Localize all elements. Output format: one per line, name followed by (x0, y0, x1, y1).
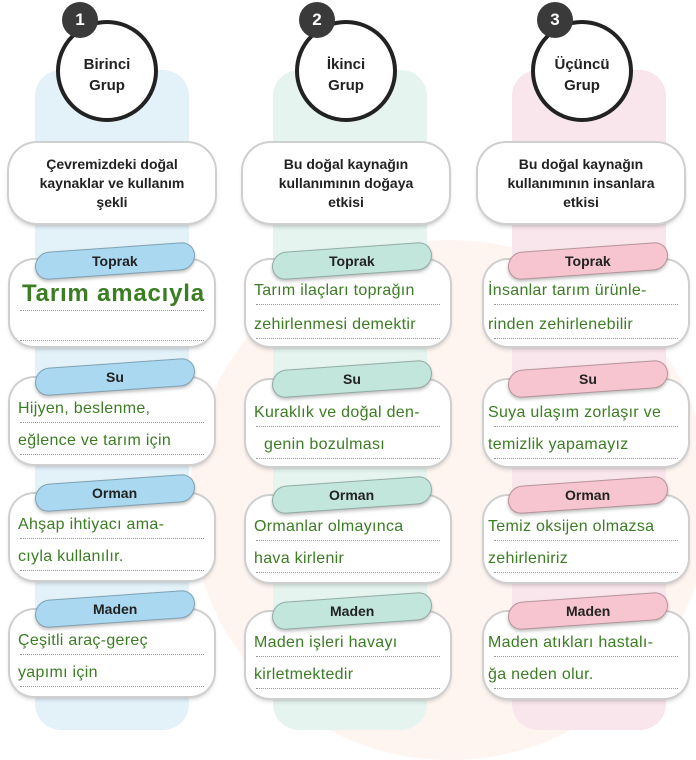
group-title-line2: Grup (564, 77, 600, 94)
answer-text: zehirleniriz (488, 550, 569, 567)
pill-label: Toprak (92, 253, 138, 270)
answer-text: kirletmektedir (254, 666, 354, 683)
header-line: kullanımının insanlara (507, 174, 655, 191)
answer-text: Tarım amacıyla (22, 280, 205, 307)
answer-text: rinden zehirlenebilir (488, 316, 634, 333)
answer-text: Çeşitli araç-gereç (18, 632, 148, 649)
header-line: Bu doğal kaynağın (283, 155, 409, 172)
pill-label: Maden (329, 603, 375, 619)
answer-text: Tarım ilaçları toprağın (254, 282, 415, 299)
group-title-line1: Birinci (83, 56, 131, 73)
answer-text: hava kirlenir (254, 550, 345, 567)
answer-text: Kuraklık ve doğal den- (254, 404, 420, 421)
answer-text: Ahşap ihtiyacı ama- (18, 516, 165, 533)
column-header-3 (478, 143, 684, 223)
header-line: etkisi (328, 193, 364, 210)
pill-label: Maden (565, 603, 611, 619)
header-line: Çevremizdeki doğal (46, 155, 178, 172)
answer-text: İnsanlar tarım ürünle- (488, 282, 647, 299)
answer-text: ğa neden olur. (488, 666, 594, 683)
column-header-2 (243, 143, 449, 223)
header-line: etkisi (563, 193, 599, 210)
group-number-badge-1: 1 (62, 2, 98, 38)
header-line: Bu doğal kaynağın (518, 155, 644, 172)
group-title-line1: İkinci (326, 56, 366, 73)
group-number-badge-3: 3 (537, 2, 573, 38)
answer-text: cıyla kullanılır. (18, 548, 124, 565)
column-header-1 (9, 143, 215, 223)
pill-label: Toprak (565, 253, 611, 270)
answer-text: genin bozulması (264, 436, 386, 453)
group-number-badge-2: 2 (299, 2, 335, 38)
header-line: şekli (96, 193, 128, 210)
group-title-line2: Grup (89, 77, 125, 94)
answer-text: temizlik yapamayız (488, 436, 629, 453)
answer-text: yapımı için (18, 664, 98, 681)
pill-label: Maden (92, 601, 138, 617)
pill-label: Orman (92, 485, 138, 501)
pill-label: Toprak (329, 253, 375, 270)
answer-text: eğlence ve tarım için (18, 432, 172, 449)
answer-text: Hijyen, beslenme, (18, 400, 151, 417)
answer-text: Suya ulaşım zorlaşır ve (488, 404, 662, 421)
pill-label: Orman (329, 487, 375, 503)
pill-label: Su (106, 369, 124, 386)
pill-label: Orman (565, 487, 611, 503)
answer-text: Maden atıkları hastalı- (488, 634, 654, 651)
pill-label: Su (579, 371, 597, 388)
header-line: kaynaklar ve kullanım (39, 174, 185, 191)
group-title-line2: Grup (328, 77, 364, 94)
group-title-line1: Üçüncü (554, 56, 610, 73)
answer-text: Ormanlar olmayınca (254, 518, 404, 535)
header-line: kullanımının doğaya (278, 174, 414, 191)
answer-text: Temiz oksijen olmazsa (488, 518, 655, 535)
answer-text: zehirlenmesi demektir (254, 316, 416, 333)
answer-text: Maden işleri havayı (254, 634, 398, 651)
pill-label: Su (343, 371, 361, 388)
